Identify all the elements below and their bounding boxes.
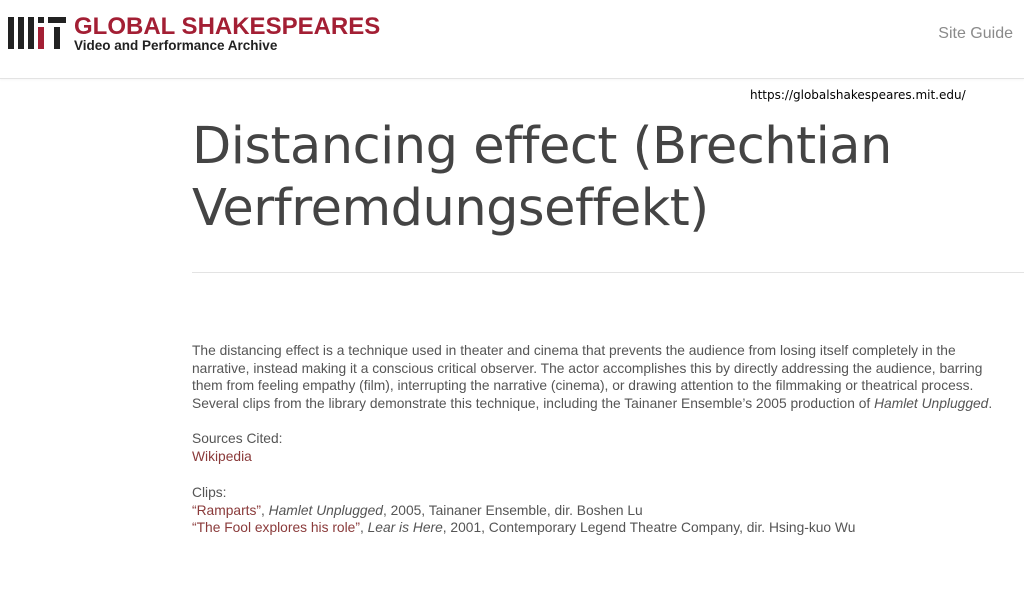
- sources-label: Sources Cited:: [192, 431, 283, 446]
- page-title: Distancing effect (Brechtian Verfremdungseffekt): [192, 117, 892, 238]
- clip-item: [192, 502, 1002, 520]
- clip-production-title: Hamlet Unplugged: [268, 502, 383, 518]
- site-header: [0, 0, 1024, 79]
- description-production-title: Hamlet Unplugged: [874, 395, 989, 411]
- site-guide-link[interactable]: Site Guide: [938, 25, 1013, 42]
- source-link-wikipedia[interactable]: Wikipedia: [192, 448, 252, 464]
- clip-link-ramparts[interactable]: “Ramparts”: [192, 502, 261, 518]
- site-logo[interactable]: [8, 13, 381, 53]
- logo-text: [74, 13, 381, 53]
- clip-item: [192, 519, 1002, 537]
- clips-section: [192, 484, 1002, 537]
- content-body: [192, 342, 1002, 556]
- clip-separator: ,: [359, 520, 368, 535]
- mit-logo-icon: [8, 17, 66, 49]
- logo-subtitle: Video and Performance Archive: [74, 38, 278, 53]
- url-annotation: https://globalshakespeares.mit.edu/: [750, 88, 966, 102]
- description-end: .: [988, 395, 993, 411]
- clip-separator: ,: [261, 502, 269, 518]
- clips-label: Clips:: [192, 485, 227, 500]
- clip-details: , 2001, Contemporary Legend Theatre Company, dir. Hsing-kuo Wu: [442, 520, 856, 535]
- logo-title: GLOBAL SHAKESPEARES: [74, 13, 381, 40]
- clip-link-fool-explores[interactable]: “The Fool explores his role”: [192, 520, 360, 535]
- clip-production-title: Lear is Here: [367, 520, 443, 535]
- title-divider: [192, 272, 1024, 273]
- description-text: The distancing effect is a technique used in theater and cinema that prevents the audience from losing itself completely in the narrative, instead making it a conscious critical observer. The actor accomplishes this by directly addressing the audience, barring them from feeling empathy (film), interrupting the narrative (cinema), or drawing attention to the filmmaking or theatrical process. Several clips from the library demonstrate this technique, including the Tainaner Ensemble’s 2005 production of: [192, 343, 983, 411]
- clip-details: , 2005, Tainaner Ensemble, dir. Boshen Lu: [382, 502, 643, 518]
- sources-section: [192, 430, 1002, 465]
- description-paragraph: [192, 342, 1002, 412]
